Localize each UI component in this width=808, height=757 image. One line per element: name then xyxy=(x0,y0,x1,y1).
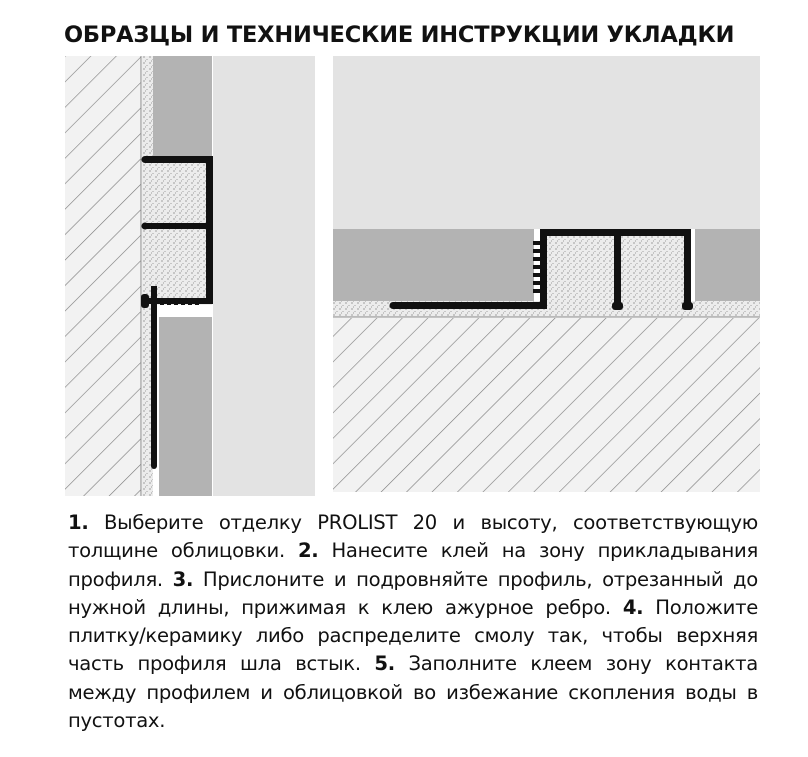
right-tile xyxy=(695,229,760,301)
floor-installation-diagram xyxy=(333,56,760,492)
lower-tile xyxy=(159,317,212,496)
light-panel xyxy=(213,56,315,496)
step-3-text: Прислоните и подровняйте профиль, отрезанный до нужной длины, прижимая к клею ажурное ребро. xyxy=(68,567,758,619)
step-4-text: Положите плитку/керамику либо распределите смолу так, чтобы верхняя часть профиля шла встык. xyxy=(68,595,758,676)
wall-installation-diagram xyxy=(65,56,315,496)
perforated-rib xyxy=(533,241,540,293)
step-1-text: Выберите отделку PROLIST 20 и высоту, соответствующую толщине облицовки. xyxy=(68,511,758,563)
page-title: ОБРАЗЦЫ И ТЕХНИЧЕСКИЕ ИНСТРУКЦИИ УКЛАДКИ xyxy=(64,22,735,48)
filled-profile-zone xyxy=(153,157,212,305)
step-3-number: 3. xyxy=(172,567,194,591)
wall-substrate xyxy=(65,56,141,496)
step-5-number: 5. xyxy=(374,652,395,676)
installation-instructions xyxy=(68,509,758,735)
left-tile xyxy=(333,229,534,301)
step-5-text: Заполните клеем зону контакта между профилем и облицовкой во избежание скопления воды в пустотах. xyxy=(68,652,758,733)
step-4-number: 4. xyxy=(622,595,644,619)
step-1-number: 1. xyxy=(68,511,89,534)
light-panel xyxy=(333,56,760,229)
step-2-text: Нанесите клей на зону прикладывания профиля. xyxy=(68,539,758,591)
floor-substrate xyxy=(333,318,760,492)
step-2-number: 2. xyxy=(297,539,319,563)
upper-tile xyxy=(153,56,212,157)
